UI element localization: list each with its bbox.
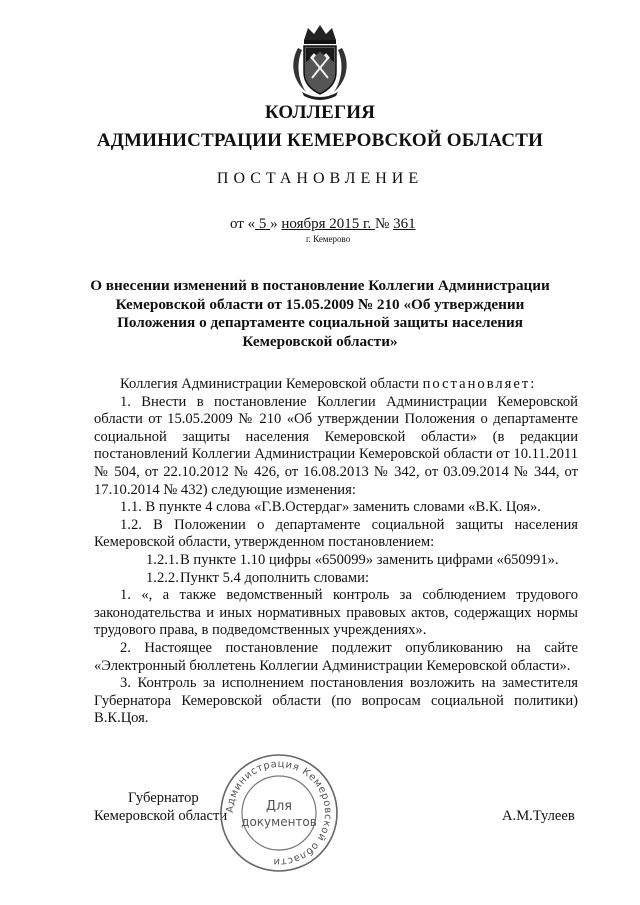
document-type: ПОСТАНОВЛЕНИЕ [216, 170, 424, 187]
stamp-center-line2: документов [241, 815, 317, 829]
official-stamp-seal [218, 752, 340, 874]
document-body [94, 376, 578, 728]
number-sign: № [375, 216, 394, 232]
date-day: 5 [255, 216, 271, 232]
signature-name: А.М.Тулеев [502, 808, 575, 824]
paragraph-1-2-1-text: В пункте 1.10 цифры «650099» заменить цифрами «650991». [180, 551, 559, 568]
intro-resolves: постановляет: [422, 376, 537, 392]
paragraph-quote: 1. «, а также ведомственный контроль за соблюдением трудового законодательства и иных нормативных правовых актов, содержащих нормы трудового права, в подведомственных учреждениях». [94, 587, 578, 639]
paragraph-3: 3. Контроль за исполнением постановления возложить на заместителя Губернатора Кемеровской области (по вопросам социальной политики) В.К.Цоя. [94, 675, 578, 727]
stamp-ring-text: Администрация Кемеровской области [224, 758, 334, 868]
paragraph-1-2-2-number: 1.2.2. [146, 569, 179, 586]
paragraph-1-1: 1.1. В пункте 4 слова «Г.В.Остердаг» заменить словами «В.К. Цоя». [120, 499, 541, 516]
org-name-line2: АДМИНИСТРАЦИИ КЕМЕРОВСКОЙ ОБЛАСТИ [96, 130, 544, 151]
stamp-center-line1: Для [265, 799, 293, 814]
paragraph-2: 2. Настоящее постановление подлежит опубликованию на сайте «Электронный бюллетень Коллегии Администрации Кемеровской области». [94, 639, 578, 674]
paragraph-1-2-2 [94, 570, 578, 588]
org-name-line1: КОЛЛЕГИЯ [264, 102, 376, 123]
date-mid: » [270, 216, 282, 232]
document-subject: О внесении изменений в постановление Коллегии Администрации Кемеровской области от 15.05.2009 № 210 «Об утверждении Положения о департаменте социальной защиты населения Кемеровской области» [90, 277, 550, 350]
date-number-line [230, 216, 416, 233]
coat-of-arms-emblem [288, 22, 352, 100]
date-month-year: ноября 2015 г. [281, 216, 375, 232]
intro-paragraph [94, 376, 578, 394]
intro-text: Коллегия Администрации Кемеровской области [120, 376, 423, 392]
paragraph-1-2-1-number: 1.2.1. [146, 551, 179, 568]
signature-region: Кемеровской области [94, 808, 228, 824]
date-prefix: от « [230, 216, 256, 232]
city-label: г. Кемерово [306, 234, 351, 244]
paragraph-1-2-1 [94, 552, 578, 570]
signature-title: Губернатор [128, 790, 199, 806]
paragraph-1-2: 1.2. В Положении о департаменте социальной защиты населения Кемеровской области, утвержденном постановлением: [94, 516, 578, 551]
document-number: 361 [393, 216, 416, 232]
paragraph-1: 1. Внести в постановление Коллегии Администрации Кемеровской области от 15.05.2009 № 210 «Об утверждении Положения о департаменте социальной защиты населения Кемеровской области» (в редакции постановлений Коллегии Администрации Кемеровской области от 10.11.2011 № 504, от 22.10.2012 № 426, от 16.08.2013 № 342, от 03.09.2014 № 344, от 17.10.2014 № 432) следующие изменения: [94, 393, 578, 498]
paragraph-1-2-2-text: Пункт 5.4 дополнить словами: [180, 569, 370, 586]
